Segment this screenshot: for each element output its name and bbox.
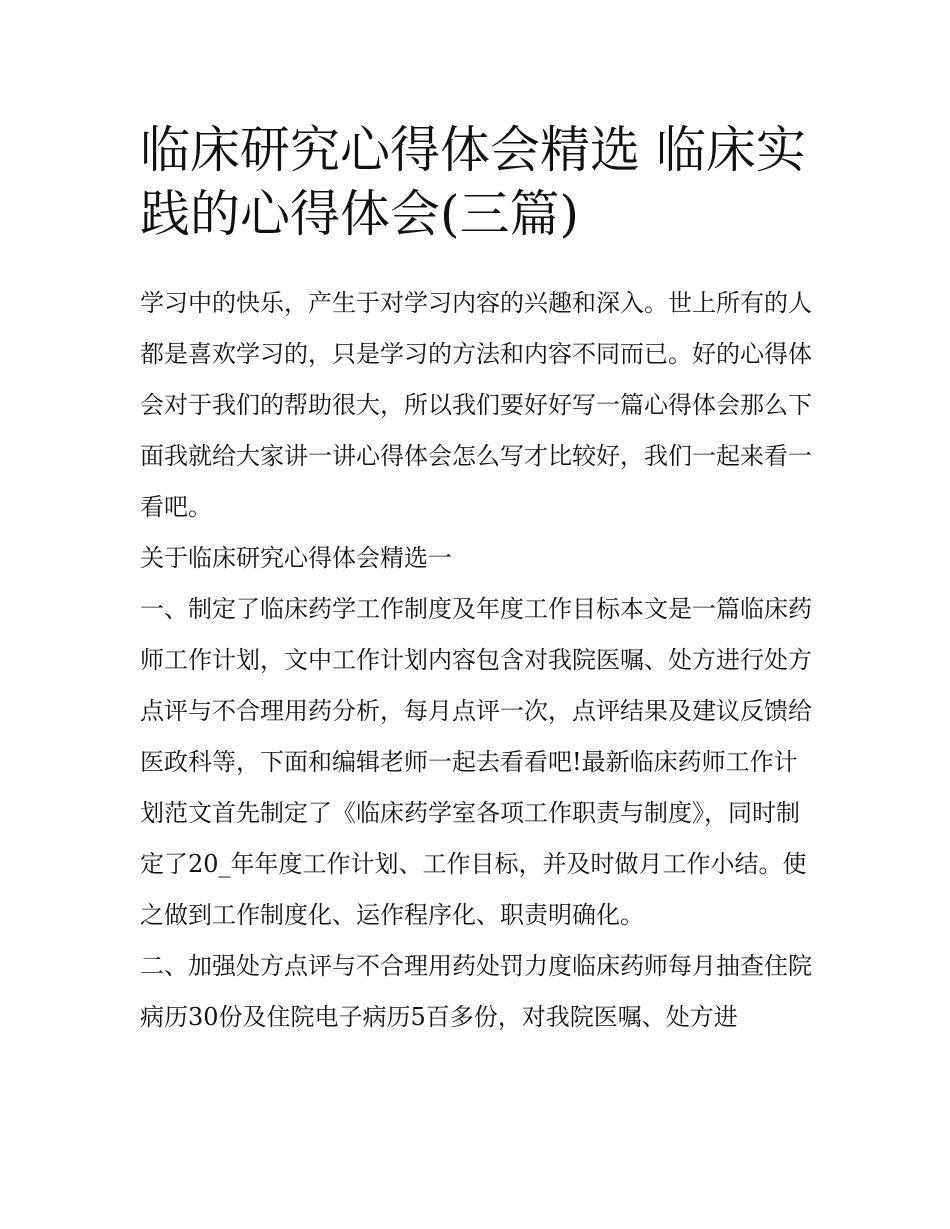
body-paragraph-1: 一、制定了临床药学工作制度及年度工作目标本文是一篇临床药师工作计划，文中工作计划内容包含对我院医嘱、处方进行处方点评与不合理用药分析，每月点评一次，点评结果及建议反馈给医政科等，下面和编辑老师一起去看看吧!最新临床药师工作计划范文首先制定了《临床药学室各项工作职责与制度》，同时制定了20_年年度工作计划、工作目标，并及时做月工作小结。使之做到工作制度化、运作程序化、职责明确化。 [140,595,812,929]
document-body [140,278,820,1043]
intro-paragraph: 学习中的快乐，产生于对学习内容的兴趣和深入。世上所有的人都是喜欢学习的，只是学习的方法和内容不同而已。好的心得体会对于我们的帮助很大，所以我们要好好写一篇心得体会那么下面我就给大家讲一讲心得体会怎么写才比较好，我们一起来看一看吧。 [140,289,812,521]
section-heading: 关于临床研究心得体会精选一 [140,544,452,572]
document-title: 临床研究心得体会精选 临床实践的心得体会(三篇) [140,121,806,243]
body-paragraph-2: 二、加强处方点评与不合理用药处罚力度临床药师每月抽查住院病历30份及住院电子病历5百多份，对我院医嘱、处方进 [140,952,812,1031]
